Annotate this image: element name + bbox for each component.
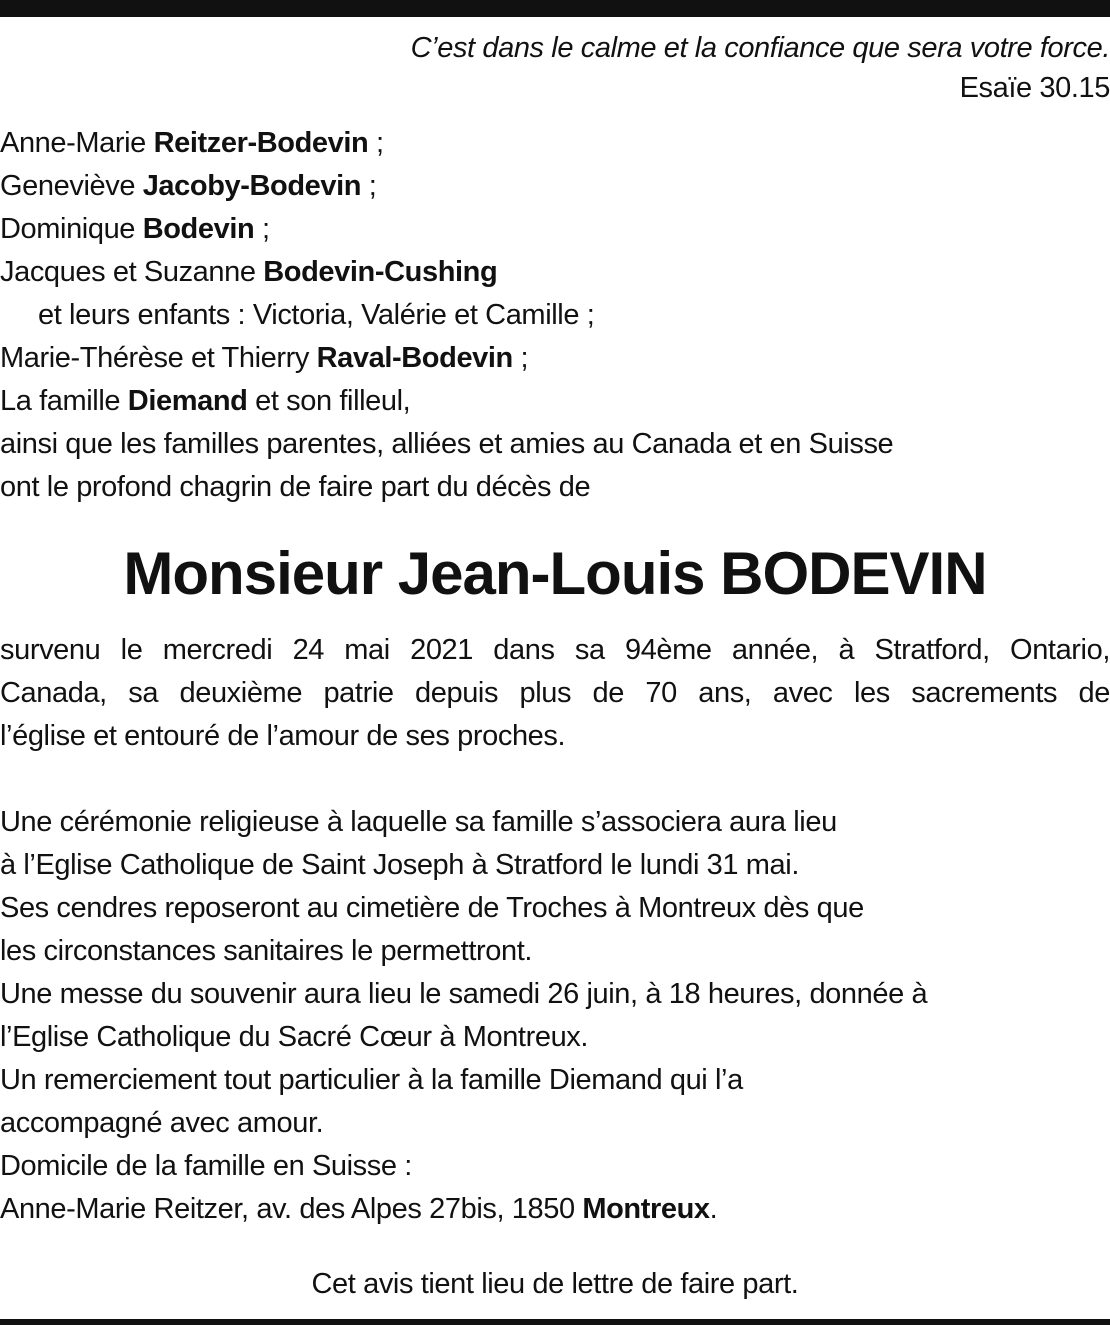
family-surname: Jacoby-Bodevin	[142, 170, 362, 202]
paragraph-spacer	[0, 758, 1110, 801]
family-line: Anne-Marie Reitzer-Bodevin ;	[0, 127, 384, 159]
family-line: Dominique Bodevin ;	[0, 213, 270, 245]
family-surname: Diemand	[127, 385, 248, 417]
family-line: Geneviève Jacoby-Bodevin ;	[0, 170, 377, 202]
ceremony-line: à l’Eglise Catholique de Saint Joseph à Stratford le lundi 31 mai.	[0, 849, 799, 881]
family-address: Anne-Marie Reitzer, av. des Alpes 27bis, 1850 Montreux.	[0, 1193, 718, 1225]
announcement-line: ont le profond chagrin de faire part du décès de	[0, 471, 591, 503]
ceremony-line: Une cérémonie religieuse à laquelle sa famille s’associera aura lieu	[0, 806, 837, 838]
ceremony-details	[0, 801, 1110, 1231]
ceremony-line: Une messe du souvenir aura lieu le samedi 26 juin, à 18 heures, donnée à	[0, 978, 928, 1010]
family-surname: Raval-Bodevin	[316, 342, 513, 374]
family-line: Jacques et Suzanne Bodevin-Cushing	[0, 256, 498, 288]
top-rule	[0, 0, 1110, 17]
family-line: Marie-Thérèse et Thierry Raval-Bodevin ;	[0, 342, 529, 374]
ceremony-line: Ses cendres reposeront au cimetière de Troches à Montreux dès que	[0, 892, 864, 924]
death-details-line: l’église et entouré de l’amour de ses proches.	[0, 720, 566, 752]
family-surname: Bodevin	[142, 213, 255, 245]
closing-note: Cet avis tient lieu de lettre de faire part.	[311, 1268, 799, 1300]
family-surname: Reitzer-Bodevin	[153, 127, 369, 159]
relatives-line: ainsi que les familles parentes, alliées et amies au Canada et en Suisse	[0, 428, 894, 460]
death-details	[0, 629, 1110, 758]
bible-quote: C’est dans le calme et la confiance que sera votre force.	[410, 32, 1110, 64]
deceased-name: Monsieur Jean-Louis BODEVIN	[123, 540, 987, 607]
family-list	[0, 122, 1110, 509]
ceremony-line: Domicile de la famille en Suisse :	[0, 1150, 412, 1182]
family-line: La famille Diemand et son filleul,	[0, 385, 411, 417]
bible-reference: Esaïe 30.15	[959, 72, 1110, 104]
ceremony-line: accompagné avec amour.	[0, 1107, 324, 1139]
obituary-notice	[0, 28, 1110, 1231]
family-surname: Bodevin-Cushing	[263, 256, 498, 288]
address-city: Montreux	[582, 1193, 710, 1225]
ceremony-line: Un remerciement tout particulier à la famille Diemand qui l’a	[0, 1064, 743, 1096]
ceremony-line: les circonstances sanitaires le permettront.	[0, 935, 533, 967]
family-children-line: et leurs enfants : Victoria, Valérie et Camille ;	[38, 299, 595, 331]
bottom-rule	[0, 1319, 1110, 1325]
death-details-line: survenu le mercredi 24 mai 2021 dans sa 94ème année, à Stratford, Ontario,	[0, 634, 1110, 666]
death-details-line: Canada, sa deuxième patrie depuis plus de 70 ans, avec les sacrements de	[0, 677, 1110, 709]
ceremony-line: l’Eglise Catholique du Sacré Cœur à Montreux.	[0, 1021, 589, 1053]
